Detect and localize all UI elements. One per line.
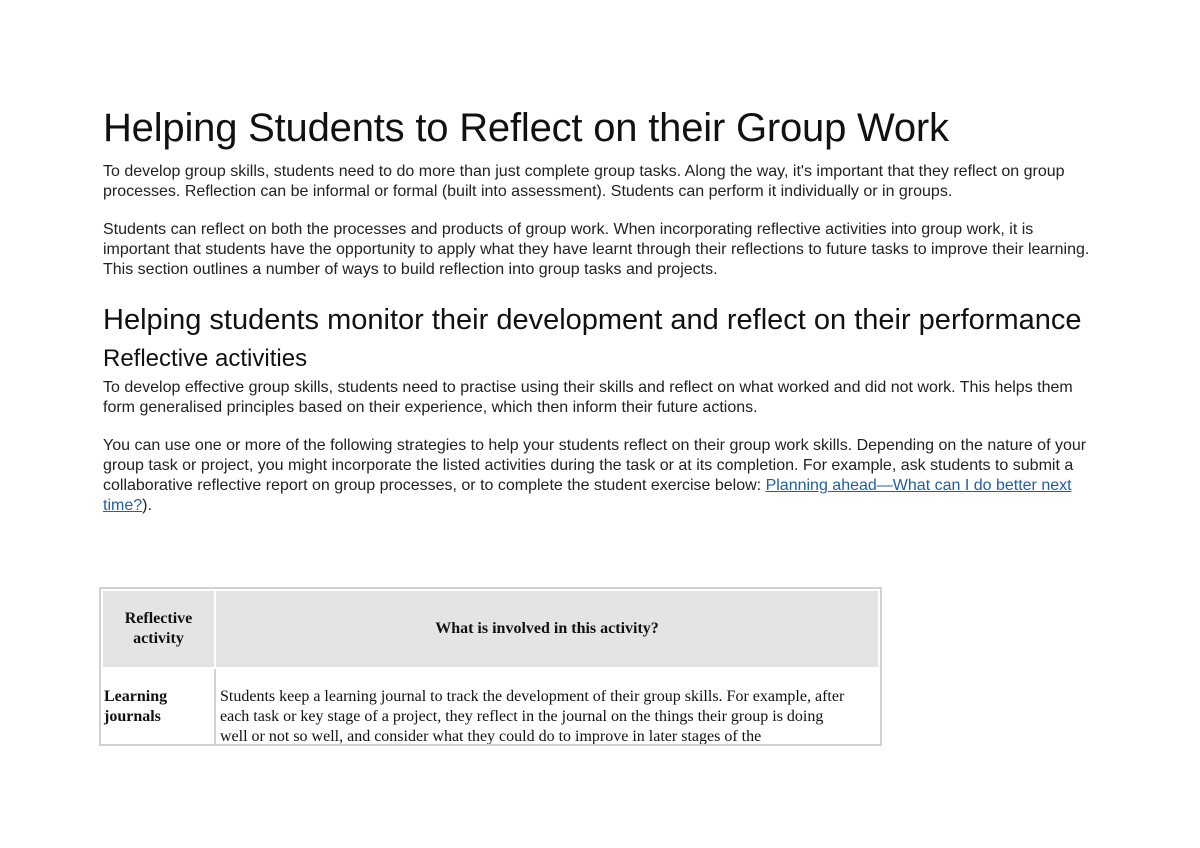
header-what-is-involved: What is involved in this activity?: [215, 590, 879, 668]
activity-name: Learning journals: [102, 668, 215, 746]
activity-description: Students keep a learning journal to track the development of their group skills. For example, after each task or key stage of a project, they reflect in the journal on the things their group is doing well or not so well, and consider what they could do to improve in later stages of the: [220, 688, 845, 745]
strategies-text: You can use one or more of the following strategies to help your students reflect on their group work skills. Depending on the nature of your group task or project, you might incorporate the listed activities during the task or at its completion. For example, ask students to submit a collaborative reflective report on group processes, or to complete the student exercise below:: [103, 437, 1087, 494]
intro-paragraph-1: To develop group skills, students need to do more than just complete group tasks. Along the way, it's important that they reflect on group processes. Reflection can be informal or formal (built into assessment). Students can perform it individually or in groups.: [103, 163, 1065, 200]
table-header-row: [102, 590, 879, 668]
subsection-heading: Reflective activities: [103, 345, 308, 372]
page-title: Helping Students to Reflect on their Group Work: [103, 106, 949, 150]
planning-ahead-link[interactable]: Planning ahead—What can I do better next time?: [103, 477, 1072, 514]
header-reflective-activity: Reflective activity: [102, 590, 215, 668]
section-heading: Helping students monitor their development and reflect on their performance: [103, 304, 1082, 336]
strategies-paragraph: [103, 436, 1103, 516]
activities-table-container: [99, 587, 882, 746]
strategies-suffix: ).: [142, 497, 152, 514]
intro-paragraph-2: Students can reflect on both the processes and products of group work. When incorporating reflective activities into group work, it is important that students have the opportunity to apply what they have learnt through their reflections to future tasks to improve their learning. This section outlines a number of ways to build reflection into group tasks and projects.: [103, 221, 1090, 278]
table-row: [102, 668, 879, 746]
activities-table: [101, 589, 880, 746]
subsection-paragraph: To develop effective group skills, students need to practise using their skills and reflect on what worked and did not work. This helps them form generalised principles based on their experience, which then inform their future actions.: [103, 379, 1073, 416]
document-body: [103, 104, 1103, 534]
